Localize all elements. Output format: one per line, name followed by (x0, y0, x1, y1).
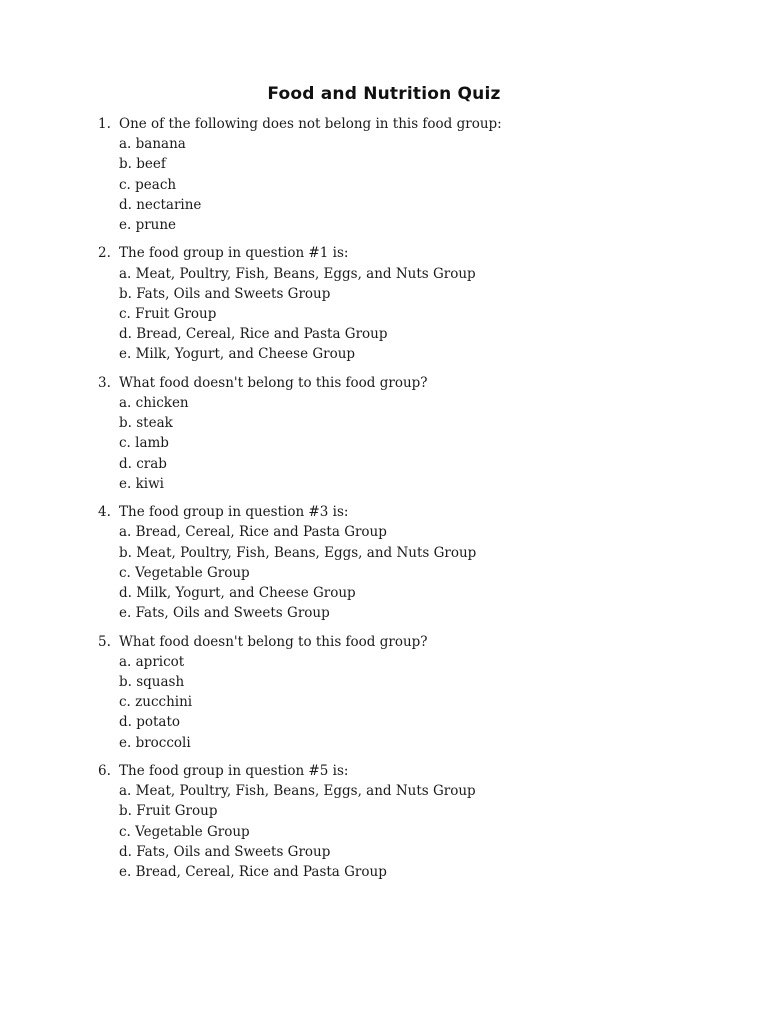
question-line (0, 761, 768, 781)
answer-option: b. beef (119, 156, 166, 173)
answer-option: c. lamb (119, 435, 169, 452)
question-line (0, 243, 768, 263)
answer-options (0, 781, 768, 882)
answer-option: c. Vegetable Group (119, 823, 250, 840)
answer-option: d. Bread, Cereal, Rice and Pasta Group (119, 326, 388, 343)
question-number: 5. (98, 633, 111, 650)
answer-option: e. prune (119, 217, 177, 234)
answer-option: e. broccoli (119, 734, 191, 751)
question-text: One of the following does not belong in this food group: (119, 116, 502, 132)
answer-option: c. Vegetable Group (119, 564, 250, 581)
question-text: The food group in question #1 is: (119, 245, 349, 262)
answer-option: a. banana (119, 136, 186, 153)
answer-option: b. squash (119, 674, 185, 691)
answer-options (0, 134, 768, 235)
question-text: What food doesn't belong to this food group? (119, 633, 428, 650)
question-number: 4. (98, 504, 111, 521)
question-number: 6. (98, 763, 111, 780)
answer-option: e. kiwi (119, 475, 164, 492)
question-text: The food group in question #5 is: (119, 763, 349, 780)
question-item (0, 373, 768, 494)
question-item (0, 761, 768, 882)
answer-option: e. Fats, Oils and Sweets Group (119, 605, 330, 622)
question-line (0, 114, 768, 134)
answer-option: d. Fats, Oils and Sweets Group (119, 843, 331, 860)
answer-option: d. potato (119, 714, 181, 731)
answer-options (0, 652, 768, 753)
question-number: 3. (98, 374, 111, 391)
answer-option: b. steak (119, 415, 173, 432)
answer-option: d. crab (119, 455, 167, 472)
answer-options (0, 393, 768, 494)
question-item (0, 114, 768, 235)
answer-option: e. Bread, Cereal, Rice and Pasta Group (119, 864, 387, 881)
question-item (0, 243, 768, 364)
question-text: The food group in question #3 is: (119, 504, 349, 521)
question-item (0, 632, 768, 753)
answer-options (0, 264, 768, 365)
answer-option: a. chicken (119, 395, 189, 412)
answer-options (0, 522, 768, 623)
question-list (0, 114, 768, 890)
question-text: What food doesn't belong to this food group? (119, 374, 428, 391)
answer-option: c. Fruit Group (119, 306, 217, 323)
answer-option: a. apricot (119, 653, 185, 670)
answer-option: e. Milk, Yogurt, and Cheese Group (119, 346, 356, 363)
question-line (0, 373, 768, 393)
answer-option: c. zucchini (119, 694, 193, 711)
question-line (0, 632, 768, 652)
question-item (0, 502, 768, 623)
answer-option: d. Milk, Yogurt, and Cheese Group (119, 585, 356, 602)
question-line (0, 502, 768, 522)
question-number: 2. (98, 245, 111, 262)
question-number: 1. (98, 116, 111, 132)
answer-option: b. Fats, Oils and Sweets Group (119, 285, 331, 302)
answer-option: b. Fruit Group (119, 803, 218, 820)
answer-option: d. nectarine (119, 196, 202, 213)
answer-option: a. Meat, Poultry, Fish, Beans, Eggs, and Nuts Group (119, 783, 476, 800)
answer-option: a. Bread, Cereal, Rice and Pasta Group (119, 524, 387, 541)
answer-option: c. peach (119, 176, 177, 193)
quiz-title: Food and Nutrition Quiz (267, 84, 501, 104)
answer-option: a. Meat, Poultry, Fish, Beans, Eggs, and Nuts Group (119, 265, 476, 282)
answer-option: b. Meat, Poultry, Fish, Beans, Eggs, and Nuts Group (119, 544, 477, 561)
